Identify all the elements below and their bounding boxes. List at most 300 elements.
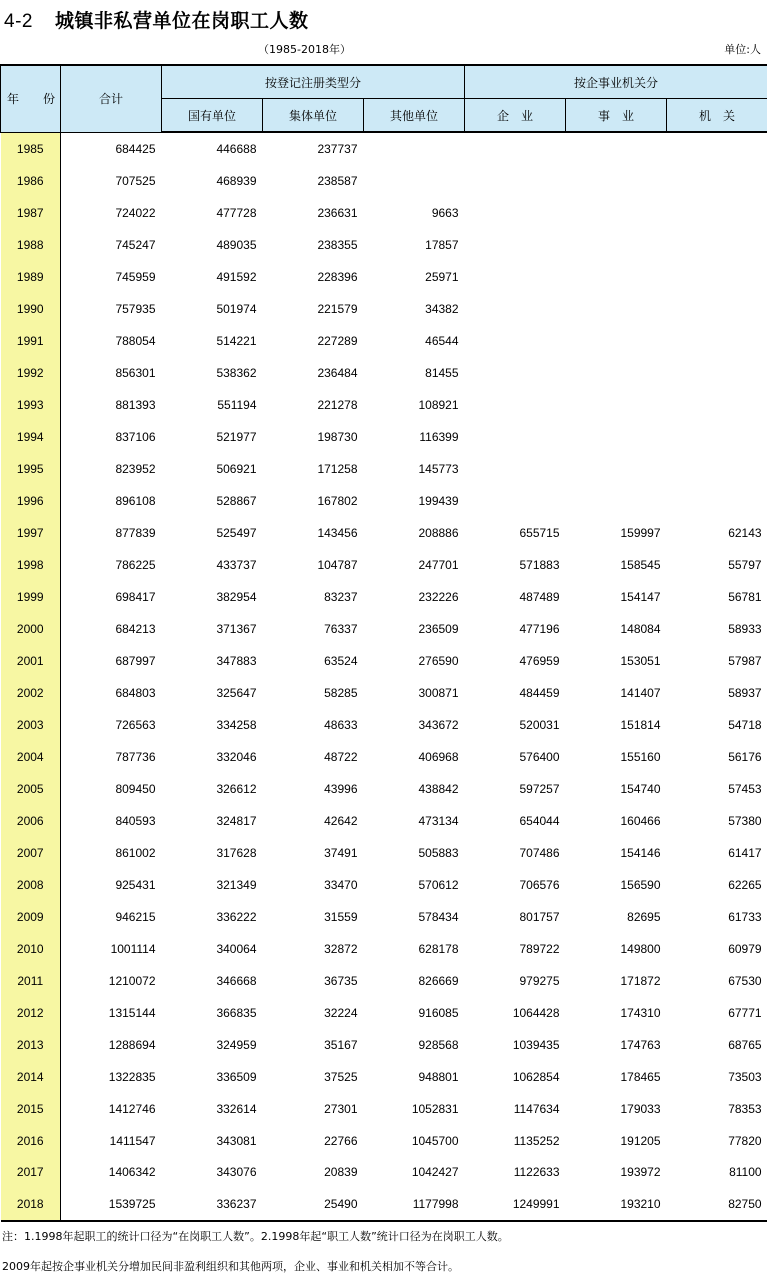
- value-cell: [667, 165, 767, 197]
- value-cell: 62143: [728, 525, 762, 540]
- value-cell: 61733: [728, 909, 762, 924]
- year-cell: 1996: [1, 485, 61, 517]
- value-cell: 60979: [728, 941, 762, 956]
- value-cell: [566, 165, 667, 197]
- value-cell: [667, 325, 767, 357]
- year-cell: 1991: [1, 325, 61, 357]
- table-row: [1, 1157, 767, 1189]
- value-cell: 17857: [425, 237, 459, 252]
- value-cell: [465, 165, 566, 197]
- value-cell: 58285: [324, 685, 358, 700]
- value-cell: 1147634: [513, 1101, 560, 1116]
- value-cell: 446688: [216, 141, 257, 156]
- value-cell: 1539725: [61, 1188, 162, 1221]
- value-cell: [667, 389, 767, 421]
- value-cell: 236484: [317, 365, 358, 380]
- header-group-institution: 按企事业机关分: [465, 65, 767, 99]
- value-cell: 476959: [519, 653, 560, 668]
- value-cell: 347883: [216, 653, 257, 668]
- value-cell: 505883: [418, 845, 459, 860]
- table-row: [1, 805, 767, 837]
- value-cell: 484459: [519, 685, 560, 700]
- value-cell: 236631: [317, 205, 358, 220]
- value-cell: 148084: [620, 621, 661, 636]
- value-cell: 56781: [728, 589, 762, 604]
- value-cell: [364, 165, 465, 197]
- value-cell: 551194: [217, 397, 257, 412]
- value-cell: 786225: [115, 557, 156, 572]
- value-cell: 317628: [216, 845, 257, 860]
- table-row: [1, 933, 767, 965]
- value-cell: [667, 229, 767, 261]
- year-cell: 2006: [1, 805, 61, 837]
- year-cell: 2009: [1, 901, 61, 933]
- value-cell: 221278: [317, 397, 358, 412]
- value-cell: [566, 389, 667, 421]
- value-cell: 76337: [324, 621, 358, 636]
- table-row: [1, 453, 767, 485]
- period-label: （1985-2018年）: [258, 43, 351, 56]
- value-cell: 1412746: [108, 1101, 156, 1116]
- value-cell: 193210: [566, 1188, 667, 1221]
- value-cell: 506921: [216, 461, 257, 476]
- year-cell: 1985: [1, 132, 61, 165]
- value-cell: 334258: [216, 717, 257, 732]
- value-cell: 33470: [324, 877, 358, 892]
- value-cell: 58937: [728, 685, 762, 700]
- value-cell: [465, 357, 566, 389]
- table-row: [1, 517, 767, 549]
- value-cell: 332614: [216, 1101, 257, 1116]
- unit-label: 单位:人: [724, 43, 761, 56]
- value-cell: [566, 325, 667, 357]
- value-cell: 63524: [324, 653, 358, 668]
- value-cell: [667, 261, 767, 293]
- value-cell: 153051: [620, 653, 661, 668]
- value-cell: 145773: [418, 461, 459, 476]
- value-cell: 67771: [728, 1005, 762, 1020]
- value-cell: 654044: [519, 813, 560, 828]
- year-cell: 2000: [1, 613, 61, 645]
- table-number: 4-2: [4, 11, 33, 32]
- year-cell: 2004: [1, 741, 61, 773]
- value-cell: [465, 485, 566, 517]
- value-cell: 1122633: [513, 1165, 560, 1180]
- value-cell: 326612: [216, 781, 257, 796]
- value-cell: 757935: [115, 301, 156, 316]
- value-cell: 104787: [317, 557, 358, 572]
- value-cell: 56176: [728, 749, 762, 764]
- value-cell: 46544: [425, 333, 459, 348]
- value-cell: 521977: [216, 429, 257, 444]
- value-cell: [667, 197, 767, 229]
- value-cell: 597257: [519, 781, 560, 796]
- footnote-2: 2009年起按企事业机关分增加民间非盈利组织和其他两项，企业、事业和机关相加不等合计。: [2, 1260, 459, 1273]
- value-cell: 57380: [728, 813, 762, 828]
- value-cell: 840593: [115, 813, 156, 828]
- table-row: [1, 165, 767, 197]
- year-cell: 2011: [1, 965, 61, 997]
- value-cell: [566, 261, 667, 293]
- value-cell: 37491: [324, 845, 358, 860]
- value-cell: 55797: [728, 557, 762, 572]
- value-cell: 324817: [216, 813, 257, 828]
- value-cell: 801757: [519, 909, 560, 924]
- value-cell: [465, 261, 566, 293]
- value-cell: 178465: [620, 1069, 661, 1084]
- year-cell: 2005: [1, 773, 61, 805]
- value-cell: 20839: [324, 1165, 358, 1180]
- footnote-1: 注：1.1998年起职工的统计口径为“在岗职工人数”。2.1998年起“职工人数”统计口径为在岗职工人数。: [2, 1230, 509, 1243]
- value-cell: 1315144: [108, 1005, 156, 1020]
- value-cell: 35167: [324, 1037, 358, 1052]
- year-cell: 2015: [1, 1093, 61, 1125]
- value-cell: 433737: [216, 557, 257, 572]
- value-cell: 332046: [216, 749, 257, 764]
- value-cell: 1135252: [513, 1133, 560, 1148]
- value-cell: 809450: [115, 781, 156, 796]
- value-cell: [667, 453, 767, 485]
- value-cell: [465, 389, 566, 421]
- value-cell: 232226: [418, 589, 459, 604]
- value-cell: 538362: [216, 365, 257, 380]
- year-cell: 1986: [1, 165, 61, 197]
- value-cell: 343672: [418, 717, 459, 732]
- table-row: [1, 357, 767, 389]
- value-cell: 823952: [115, 461, 156, 476]
- value-cell: 238587: [317, 173, 358, 188]
- value-cell: 151814: [620, 717, 661, 732]
- value-cell: 48633: [324, 717, 358, 732]
- value-cell: 37525: [324, 1069, 358, 1084]
- value-cell: 32224: [324, 1005, 358, 1020]
- value-cell: 1001114: [110, 941, 156, 956]
- value-cell: 191205: [620, 1133, 661, 1148]
- value-cell: 237737: [317, 141, 358, 156]
- value-cell: 707525: [115, 173, 156, 188]
- table-row: [1, 1188, 767, 1221]
- value-cell: 346668: [216, 973, 257, 988]
- value-cell: 578434: [418, 909, 459, 924]
- table-row: [1, 773, 767, 805]
- year-cell: 1998: [1, 549, 61, 581]
- year-cell: 2012: [1, 997, 61, 1029]
- value-cell: 1039435: [512, 1037, 560, 1052]
- table-row: [1, 325, 767, 357]
- value-cell: 707486: [519, 845, 560, 860]
- value-cell: 154146: [620, 845, 661, 860]
- year-cell: 2017: [1, 1157, 61, 1189]
- value-cell: [465, 421, 566, 453]
- header-state-owned: 国有单位: [162, 99, 263, 133]
- header-government: 机 关: [667, 99, 767, 133]
- value-cell: 877839: [115, 525, 156, 540]
- value-cell: 514221: [216, 333, 257, 348]
- header-total: 合计: [61, 65, 162, 132]
- value-cell: 525497: [216, 525, 257, 540]
- value-cell: 32872: [324, 941, 358, 956]
- year-cell: 2002: [1, 677, 61, 709]
- value-cell: 684425: [115, 141, 156, 156]
- year-cell: 2014: [1, 1061, 61, 1093]
- table-row: [1, 229, 767, 261]
- value-cell: [566, 293, 667, 325]
- value-cell: 108921: [418, 397, 459, 412]
- value-cell: 1064428: [512, 1005, 560, 1020]
- value-cell: 343076: [216, 1165, 257, 1180]
- table-header: [1, 65, 767, 132]
- table-row: [1, 997, 767, 1029]
- value-cell: [667, 421, 767, 453]
- value-cell: 57987: [728, 653, 762, 668]
- year-cell: 1992: [1, 357, 61, 389]
- value-cell: 826669: [418, 973, 459, 988]
- year-cell: 1987: [1, 197, 61, 229]
- value-cell: 881393: [115, 397, 156, 412]
- year-cell: 1994: [1, 421, 61, 453]
- year-cell: 2018: [1, 1188, 61, 1221]
- value-cell: 171258: [317, 461, 358, 476]
- year-cell: 2010: [1, 933, 61, 965]
- value-cell: 116399: [419, 429, 459, 444]
- year-cell: 1997: [1, 517, 61, 549]
- value-cell: 343081: [216, 1133, 257, 1148]
- value-cell: 1042427: [411, 1165, 459, 1180]
- table-row: [1, 901, 767, 933]
- table-row: [1, 965, 767, 997]
- value-cell: 236509: [418, 621, 459, 636]
- table-row: [1, 869, 767, 901]
- header-group-registration: 按登记注册类型分: [162, 65, 465, 99]
- value-cell: 1406342: [108, 1165, 156, 1180]
- value-cell: 948801: [418, 1069, 459, 1084]
- value-cell: 406968: [418, 749, 459, 764]
- value-cell: 174763: [620, 1037, 661, 1052]
- value-cell: 946215: [115, 909, 156, 924]
- value-cell: 149800: [620, 941, 661, 956]
- value-cell: [465, 453, 566, 485]
- value-cell: 221579: [317, 301, 358, 316]
- value-cell: 487489: [519, 589, 560, 604]
- value-cell: 1322835: [108, 1069, 156, 1084]
- year-cell: 1989: [1, 261, 61, 293]
- value-cell: 477196: [519, 621, 560, 636]
- value-cell: 745247: [115, 237, 156, 252]
- value-cell: 928568: [418, 1037, 459, 1052]
- value-cell: 22766: [324, 1133, 358, 1148]
- value-cell: 687997: [115, 653, 156, 668]
- year-cell: 1988: [1, 229, 61, 261]
- value-cell: 27301: [324, 1101, 358, 1116]
- value-cell: 43996: [324, 781, 358, 796]
- value-cell: 193972: [620, 1165, 661, 1180]
- value-cell: 787736: [115, 749, 156, 764]
- value-cell: 382954: [216, 589, 257, 604]
- value-cell: 208886: [418, 525, 459, 540]
- value-cell: 571883: [519, 557, 560, 572]
- value-cell: [667, 485, 767, 517]
- table-row: [1, 1061, 767, 1093]
- value-cell: 837106: [115, 429, 156, 444]
- value-cell: 154740: [620, 781, 661, 796]
- value-cell: 724022: [115, 205, 156, 220]
- value-cell: 171872: [620, 973, 661, 988]
- value-cell: 227289: [317, 333, 358, 348]
- value-cell: 276590: [418, 653, 459, 668]
- value-cell: 325647: [216, 685, 257, 700]
- value-cell: 528867: [216, 493, 257, 508]
- value-cell: 160466: [620, 813, 661, 828]
- value-cell: 856301: [115, 365, 156, 380]
- year-cell: 2003: [1, 709, 61, 741]
- header-enterprise: 企 业: [465, 99, 566, 133]
- value-cell: [566, 421, 667, 453]
- value-cell: 67530: [728, 973, 762, 988]
- table-row: [1, 132, 767, 165]
- value-cell: [364, 132, 465, 165]
- table-row: [1, 1093, 767, 1125]
- value-cell: 1210072: [108, 973, 156, 988]
- value-cell: 916085: [418, 1005, 459, 1020]
- table-body: [1, 132, 767, 1221]
- value-cell: 82750: [667, 1188, 767, 1221]
- table-row: [1, 613, 767, 645]
- table-row: [1, 677, 767, 709]
- value-cell: 698417: [115, 589, 156, 604]
- table-row: [1, 709, 767, 741]
- value-cell: 141407: [620, 685, 661, 700]
- value-cell: 48722: [324, 749, 358, 764]
- table-row: [1, 1029, 767, 1061]
- value-cell: 167802: [317, 493, 358, 508]
- value-cell: [465, 325, 566, 357]
- value-cell: 861002: [115, 845, 156, 860]
- value-cell: 57453: [728, 781, 762, 796]
- value-cell: [667, 132, 767, 165]
- value-cell: [465, 197, 566, 229]
- value-cell: 199439: [418, 493, 459, 508]
- year-cell: 1999: [1, 581, 61, 613]
- value-cell: 321349: [216, 877, 257, 892]
- value-cell: 628178: [418, 941, 459, 956]
- header-collective: 集体单位: [263, 99, 364, 133]
- table-row: [1, 1125, 767, 1157]
- value-cell: [667, 357, 767, 389]
- value-cell: [566, 197, 667, 229]
- year-cell: 1990: [1, 293, 61, 325]
- value-cell: 477728: [216, 205, 257, 220]
- value-cell: 501974: [216, 301, 257, 316]
- value-cell: 1052831: [411, 1101, 459, 1116]
- year-cell: 2001: [1, 645, 61, 677]
- value-cell: 34382: [425, 301, 459, 316]
- value-cell: 655715: [519, 525, 560, 540]
- value-cell: 36735: [324, 973, 358, 988]
- value-cell: 336237: [162, 1188, 263, 1221]
- year-cell: 1995: [1, 453, 61, 485]
- value-cell: 228396: [317, 269, 358, 284]
- value-cell: 158545: [620, 557, 661, 572]
- value-cell: [566, 229, 667, 261]
- value-cell: 489035: [216, 237, 257, 252]
- value-cell: 25490: [263, 1188, 364, 1221]
- value-cell: 143456: [317, 525, 358, 540]
- value-cell: 706576: [519, 877, 560, 892]
- value-cell: 9663: [431, 205, 459, 220]
- table-row: [1, 389, 767, 421]
- value-cell: 81455: [425, 365, 459, 380]
- year-cell: 2013: [1, 1029, 61, 1061]
- table-row: [1, 549, 767, 581]
- value-cell: 81100: [729, 1165, 762, 1180]
- year-cell: 2016: [1, 1125, 61, 1157]
- value-cell: 68765: [728, 1037, 762, 1052]
- value-cell: [566, 132, 667, 165]
- value-cell: 570612: [418, 877, 459, 892]
- value-cell: 684213: [115, 621, 156, 636]
- value-cell: [566, 453, 667, 485]
- value-cell: 174310: [620, 1005, 661, 1020]
- value-cell: 576400: [519, 749, 560, 764]
- page-title: [4, 6, 308, 33]
- value-cell: 896108: [115, 493, 156, 508]
- table-row: [1, 741, 767, 773]
- value-cell: 155160: [620, 749, 661, 764]
- value-cell: 438842: [418, 781, 459, 796]
- value-cell: 1062854: [512, 1069, 560, 1084]
- value-cell: 1288694: [108, 1037, 156, 1052]
- value-cell: 238355: [317, 237, 358, 252]
- year-cell: 2007: [1, 837, 61, 869]
- value-cell: 726563: [115, 717, 156, 732]
- table-title: 城镇非私营单位在岗职工人数: [54, 10, 309, 32]
- value-cell: 925431: [115, 877, 156, 892]
- value-cell: 25971: [425, 269, 459, 284]
- value-cell: 58933: [728, 621, 762, 636]
- value-cell: 371367: [216, 621, 257, 636]
- value-cell: 61417: [728, 845, 762, 860]
- value-cell: 789722: [519, 941, 560, 956]
- value-cell: 31559: [324, 909, 358, 924]
- value-cell: 745959: [115, 269, 156, 284]
- value-cell: [667, 293, 767, 325]
- value-cell: 1177998: [364, 1188, 465, 1221]
- value-cell: 979275: [519, 973, 560, 988]
- value-cell: 73503: [728, 1069, 762, 1084]
- table-row: [1, 421, 767, 453]
- header-others: 其他单位: [364, 99, 465, 133]
- value-cell: 684803: [115, 685, 156, 700]
- value-cell: 198730: [317, 429, 358, 444]
- table-row: [1, 293, 767, 325]
- value-cell: [465, 132, 566, 165]
- year-cell: 2008: [1, 869, 61, 901]
- value-cell: 156590: [620, 877, 661, 892]
- value-cell: 324959: [216, 1037, 257, 1052]
- value-cell: 473134: [418, 813, 459, 828]
- value-cell: 42642: [324, 813, 358, 828]
- header-year: 年 份: [1, 65, 61, 132]
- value-cell: 336509: [216, 1069, 257, 1084]
- header-institution: 事 业: [566, 99, 667, 133]
- value-cell: 336222: [216, 909, 257, 924]
- table-row: [1, 261, 767, 293]
- value-cell: [465, 293, 566, 325]
- table-row: [1, 485, 767, 517]
- data-table: [0, 64, 767, 1222]
- table-row: [1, 837, 767, 869]
- value-cell: [566, 357, 667, 389]
